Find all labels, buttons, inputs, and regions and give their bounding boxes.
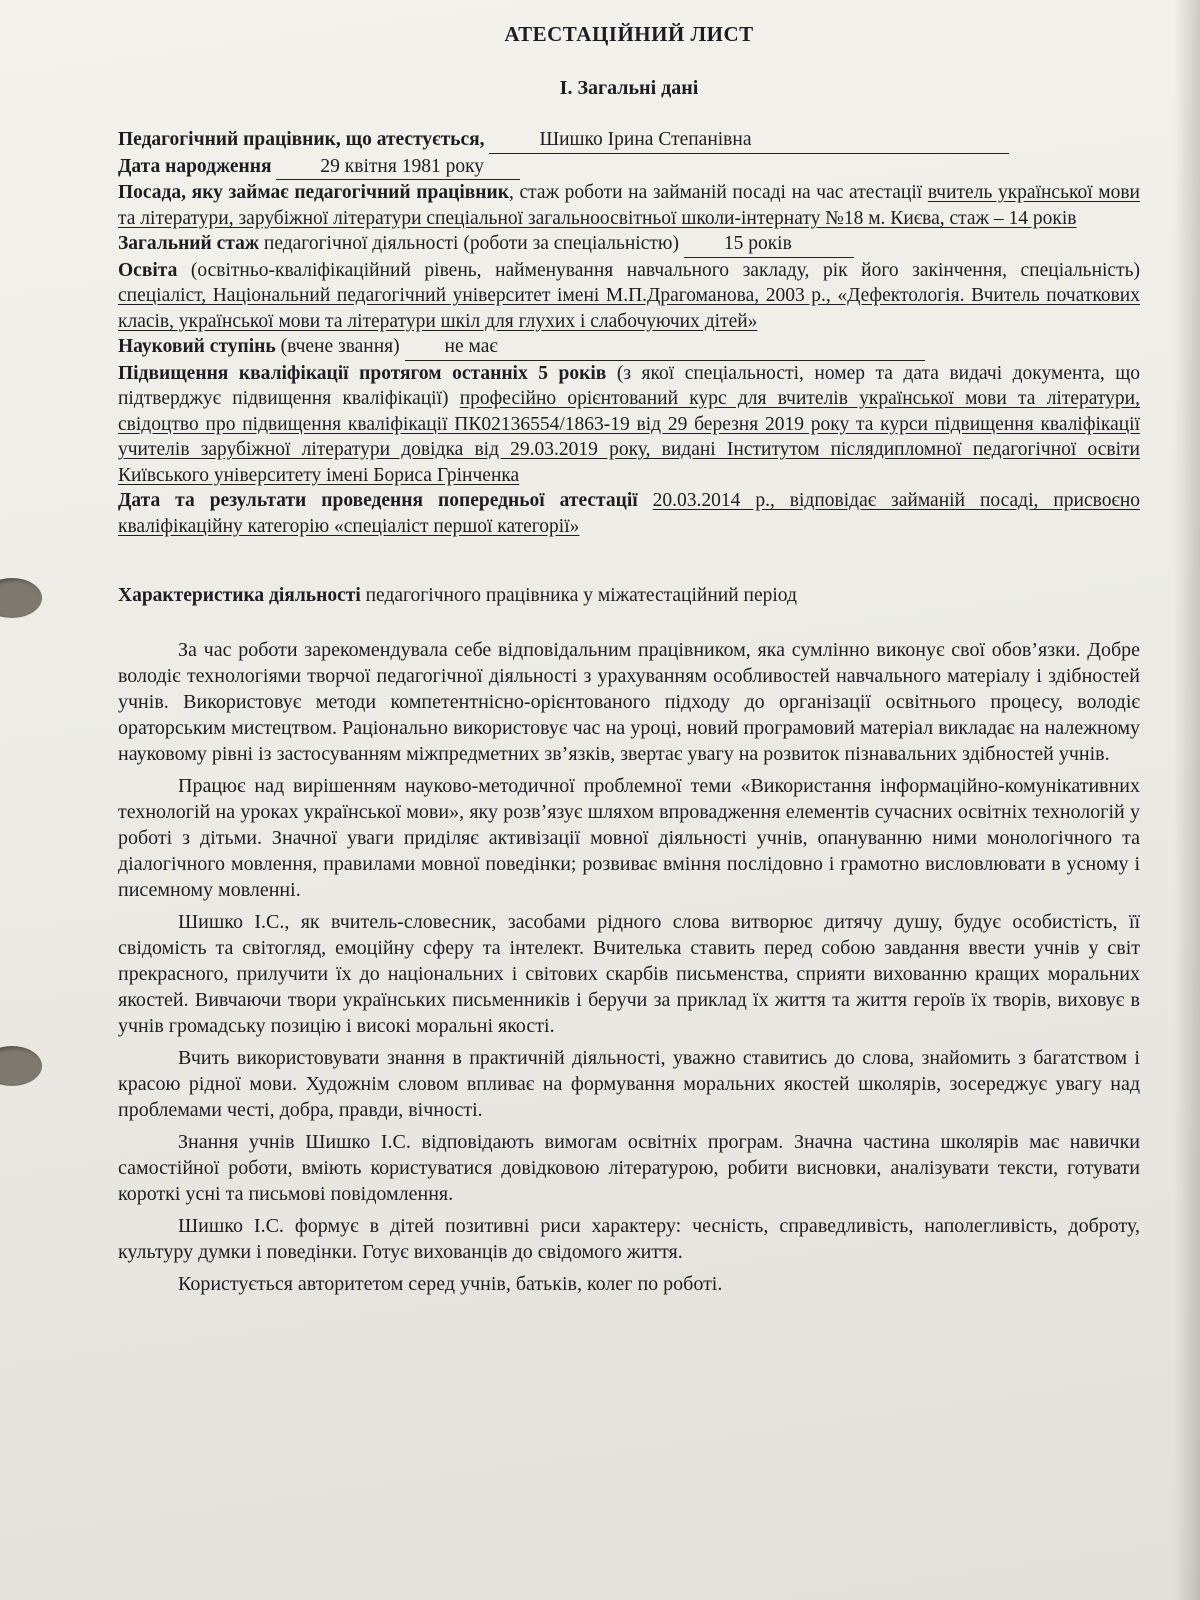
paragraph-4: Вчить використовувати знання в практичній діяльності, уважно ставитись до слова, знайомить з багатством і красою рідної мови. Художнім словом впливає на формування моральних якостей школярів, зосереджує увагу над проблемами честі, добра, правди, вічності. bbox=[118, 1046, 1140, 1121]
training-hint: (з якої спеціальності, номер та дата видачі документа, що підтверджує підвищення кваліфікації) bbox=[118, 362, 1141, 409]
field-position bbox=[118, 180, 1140, 231]
experience-hint: педагогічної діяльності (роботи за спеціальністю) bbox=[259, 233, 679, 254]
paragraph-1: За час роботи зарекомендувала себе відповідальним працівником, яка сумлінно виконує свої обов’язки. Добре володіє технологіями творчої педагогічної діяльності з урахуванням особливостей навчального матеріалу і здібностей учнів. Використовує методи компетентнісно-орієнтованого підходу до організації освітнього процесу, володіє ораторським мистецтвом. Раціонально використовує час на уроці, новий програмовий матеріал викладає на належному науковому рівні із застосуванням міжпредметних зв’язків, звертає увагу на розвиток пізнавальних здібностей учнів. bbox=[118, 638, 1140, 765]
degree-hint: (вчене звання) bbox=[275, 336, 400, 357]
paragraph-5: Знання учнів Шишко І.С. відповідають вимогам освітніх програм. Значна частина школярів має навички самостійної роботи, вміють користуватися довідковою літературою, робити висновки, аналізувати тексти, готувати короткі усні та письмові повідомлення. bbox=[118, 1130, 1140, 1205]
paragraph-2: Працює над вирішенням науково-методичної проблемної теми «Використання інформаційно-комунікативних технологій на уроках української мови», яку розв’язує шляхом впровадження елементів сучасних освітніх технологій у роботі з дітьми. Значної уваги приділяє активізації мовної діяльності учнів, опануванню ними монологічного та діалогічного мовлення, правилами мовної поведінки; розвиває вміння послідовно і грамотно висловлювати в усному і писемному мовленні. bbox=[118, 774, 1140, 901]
education-label: Освіта bbox=[118, 259, 178, 281]
worker-label: Педагогічний працівник, що атестується, bbox=[118, 129, 485, 150]
field-degree bbox=[118, 334, 1140, 361]
birth-label: Дата народження bbox=[118, 155, 272, 177]
paragraph-7: Користується авторитетом серед учнів, батьків, колег по роботі. bbox=[178, 1272, 723, 1295]
training-label: Підвищення кваліфікації протягом останніх 5 років bbox=[118, 362, 607, 384]
section-title: І. Загальні дані bbox=[559, 76, 699, 99]
education-value: спеціаліст, Національний педагогічний університет імені М.П.Драгоманова, 2003 р., «Дефектологія. Вчитель початкових класів, української мови та літератури шкіл для глухих і слабочуючих дітей» bbox=[118, 285, 1140, 332]
field-education bbox=[118, 258, 1140, 335]
degree-label: Науковий ступінь bbox=[118, 336, 276, 357]
document-title: АТЕСТАЦІЙНИЙ ЛИСТ bbox=[504, 22, 754, 46]
characteristics-heading-bold: Характеристика діяльності bbox=[118, 585, 361, 606]
field-previous-attestation bbox=[118, 488, 1140, 539]
field-training bbox=[118, 361, 1140, 489]
experience-value: 15 років bbox=[684, 231, 854, 258]
document-body bbox=[118, 22, 1140, 1303]
previous-attestation-label: Дата та результати проведення попередньої атестації bbox=[118, 490, 638, 511]
position-hint: , стаж роботи на займаній посаді на час атестації bbox=[509, 182, 923, 203]
punch-hole-bottom bbox=[0, 1046, 42, 1086]
page-edge-shadow bbox=[1174, 0, 1200, 1600]
previous-attestation-value: 20.03.2014 р., відповідає займаній посаді, присвоєно кваліфікаційну категорію «спеціаліст першої категорії» bbox=[118, 490, 1140, 537]
position-label: Посада, яку займає педагогічний працівник bbox=[118, 182, 509, 203]
birth-value: 29 квітня 1981 року bbox=[276, 154, 520, 181]
training-value: професійно орієнтований курс для вчителів української мови та літератури, свідоцтво про підвищення кваліфікації ПК02136554/1863-19 від 29 березня 2019 року та курси підвищення кваліфікації учителів зарубіжної літератури довідка від 29.03.2019 року, видані Інститутом післядипломної педагогічної освіти Київського університету імені Бориса Грінченка bbox=[118, 388, 1140, 486]
degree-value: не має bbox=[405, 334, 925, 361]
punch-hole-top bbox=[0, 578, 42, 618]
field-birth bbox=[118, 154, 1140, 181]
field-experience bbox=[118, 231, 1140, 258]
position-value: вчитель української мови та літератури, зарубіжної літератури спеціальної загальноосвітньої школи-інтернату №18 м. Києва, стаж – 14 років bbox=[118, 182, 1140, 229]
worker-value: Шишко Ірина Степанівна bbox=[489, 127, 1009, 154]
paragraph-3: Шишко І.С., як вчитель-словесник, засобами рідного слова витворює дитячу душу, будує особистість, її свідомість та світогляд, емоційну сферу та інтелект. Вчителька ставить перед собою завдання ввести учнів у світ прекрасного, прилучити їх до національних і світових скарбів письменства, сприяти вихованню кращих моральних якостей. Вивчаючи твори українських письменників і беручи за приклад їх життя та життя героїв їх творів, виховує в учнів громадську позицію і високі моральні якості. bbox=[118, 910, 1140, 1037]
paragraph-6: Шишко І.С. формує в дітей позитивні риси характеру: чесність, справедливість, наполегливість, доброту, культуру думки і поведінки. Готує вихованців до свідомого життя. bbox=[118, 1214, 1140, 1263]
characteristics-heading bbox=[118, 583, 1140, 609]
field-worker bbox=[118, 127, 1140, 154]
experience-label: Загальний стаж bbox=[118, 233, 260, 254]
education-hint: (освітньо-кваліфікаційний рівень, найменування навчального закладу, рік його закінчення, спеціальність) bbox=[177, 259, 1140, 281]
characteristics-heading-rest: педагогічного працівника у міжатестаційний період bbox=[360, 585, 797, 606]
